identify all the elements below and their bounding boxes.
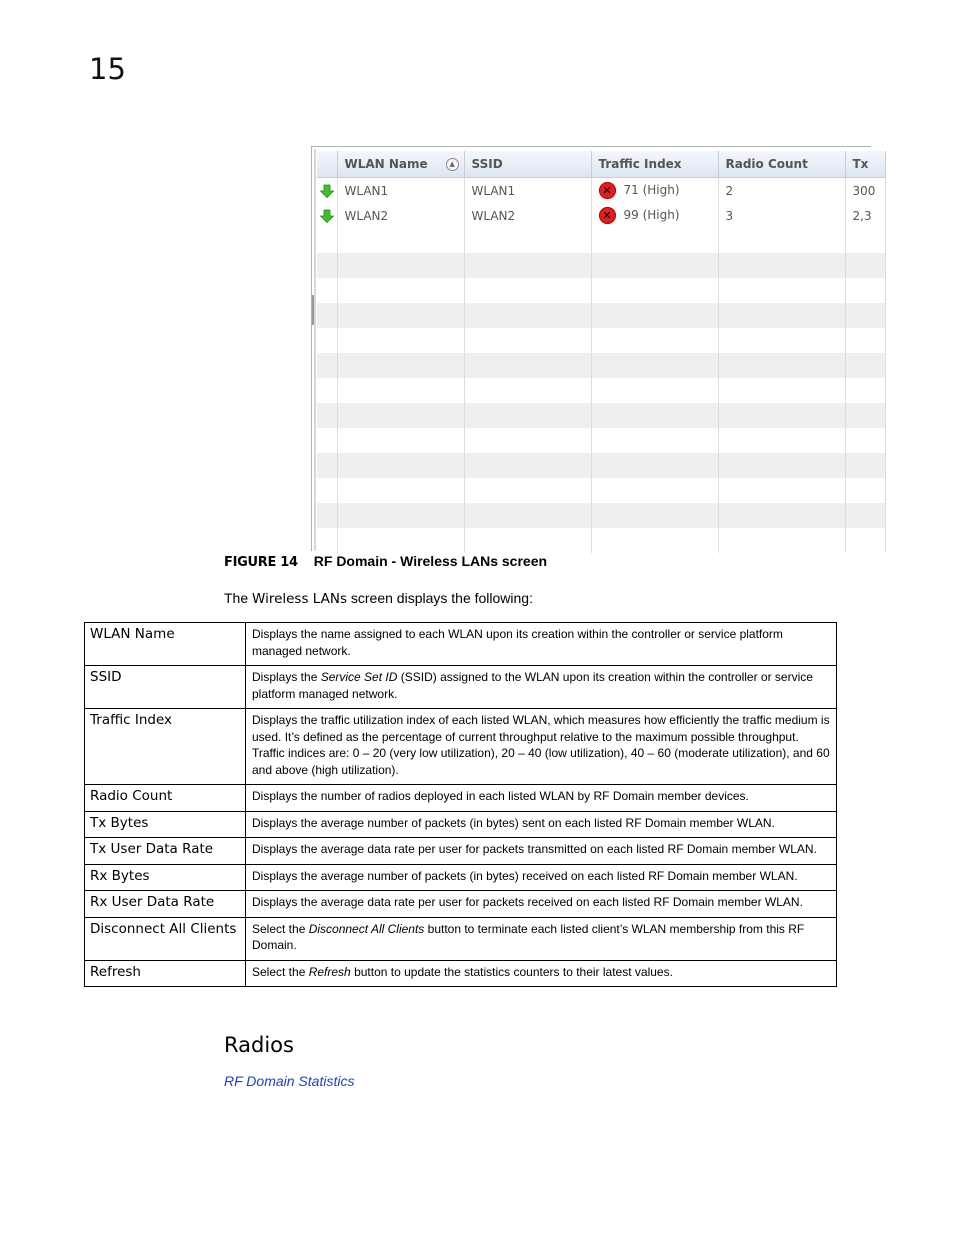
field-description: Displays the average data rate per user for packets transmitted on each listed RF Domain member WLAN. [246,838,837,865]
cell-traffic-index: ✕ 71 (High) [591,178,718,204]
field-row [85,838,837,865]
green-down-arrow-icon [320,209,334,223]
chapter-number: 15 [89,52,126,86]
field-name: Tx User Data Rate [85,838,246,865]
column-header-ssid[interactable]: SSID [464,151,591,178]
table-row[interactable] [317,178,885,204]
status-column-header[interactable] [317,151,337,178]
figure-label: FIGURE 14 [224,555,298,570]
empty-table-row [317,253,885,278]
sort-ascending-icon[interactable]: ▲ [446,158,459,171]
cell-wlan-name: WLAN2 [337,203,464,228]
empty-table-row [317,403,885,428]
field-name: Radio Count [85,785,246,812]
field-name: Rx Bytes [85,864,246,891]
green-down-arrow-icon [320,184,334,198]
wireless-lans-screenshot [311,146,876,551]
field-name: WLAN Name [85,623,246,666]
column-header-radio-count[interactable]: Radio Count [718,151,845,178]
table-row[interactable] [317,203,885,228]
cell-ssid: WLAN1 [464,178,591,204]
cell-wlan-name: WLAN1 [337,178,464,204]
empty-table-row [317,428,885,453]
figure-title: RF Domain - Wireless LANs screen [313,553,548,569]
field-description: Displays the name assigned to each WLAN upon its creation within the controller or service platform managed network. [246,623,837,666]
field-description: Displays the average number of packets (in bytes) received on each listed RF Domain member WLAN. [246,864,837,891]
empty-table-row [317,303,885,328]
cell-tx: 300 [845,178,885,204]
field-description: Displays the average number of packets (in bytes) sent on each listed RF Domain member WLAN. [246,811,837,838]
field-row [85,960,837,987]
empty-table-row [317,328,885,353]
empty-table-row [317,478,885,503]
cell-tx: 2,3 [845,203,885,228]
empty-table-row [317,378,885,403]
red-error-icon: ✕ [599,207,616,224]
field-row [85,917,837,960]
field-name: Refresh [85,960,246,987]
field-name: SSID [85,666,246,709]
empty-table-row [317,353,885,378]
cell-radio-count: 3 [718,203,845,228]
field-description: Displays the average data rate per user for packets received on each listed RF Domain member WLAN. [246,891,837,918]
field-description: Displays the Service Set ID (SSID) assigned to the WLAN upon its creation within the controller or service platform managed network. [246,666,837,709]
field-description-table [84,622,837,987]
field-name: Tx Bytes [85,811,246,838]
cell-traffic-index: ✕ 99 (High) [591,203,718,228]
field-name: Rx User Data Rate [85,891,246,918]
field-row [85,785,837,812]
column-header-wlan-name[interactable]: WLAN Name ▲ [337,151,464,178]
field-name: Disconnect All Clients [85,917,246,960]
screen-name-term: Wireless LANs [252,591,347,607]
red-error-icon: ✕ [599,182,616,199]
field-description: Displays the number of radios deployed in each listed WLAN by RF Domain member devices. [246,785,837,812]
field-row [85,864,837,891]
empty-table-row [317,453,885,478]
cell-radio-count: 2 [718,178,845,204]
intro-sentence: The Wireless LANs screen displays the following: [224,590,533,607]
column-header-traffic-index[interactable]: Traffic Index [591,151,718,178]
empty-table-row [317,228,885,253]
field-row [85,623,837,666]
column-header-tx[interactable]: Tx [845,151,885,178]
empty-table-row [317,528,885,553]
section-heading: Radios [224,1033,294,1057]
field-description: Select the Disconnect All Clients button to terminate each listed client’s WLAN membership from this RF Domain. [246,917,837,960]
field-row [85,891,837,918]
wlan-grid [317,151,886,553]
empty-table-row [317,503,885,528]
empty-table-row [317,278,885,303]
field-description: Displays the traffic utilization index of each listed WLAN, which measures how efficiently the traffic medium is used. It’s defined as the percentage of current throughput relative to the maximum possible throughput. Traffic indices are: 0 – 20 (very low utilization), 20 – 40 (low utilization), 40 – 60 (moderate utilization), and 60 and above (high utilization). [246,709,837,785]
cell-ssid: WLAN2 [464,203,591,228]
field-row [85,666,837,709]
rf-domain-statistics-link[interactable]: RF Domain Statistics [224,1073,355,1089]
figure-caption [224,553,547,570]
field-row [85,811,837,838]
field-name: Traffic Index [85,709,246,785]
field-description: Select the Refresh button to update the statistics counters to their latest values. [246,960,837,987]
field-row [85,709,837,785]
